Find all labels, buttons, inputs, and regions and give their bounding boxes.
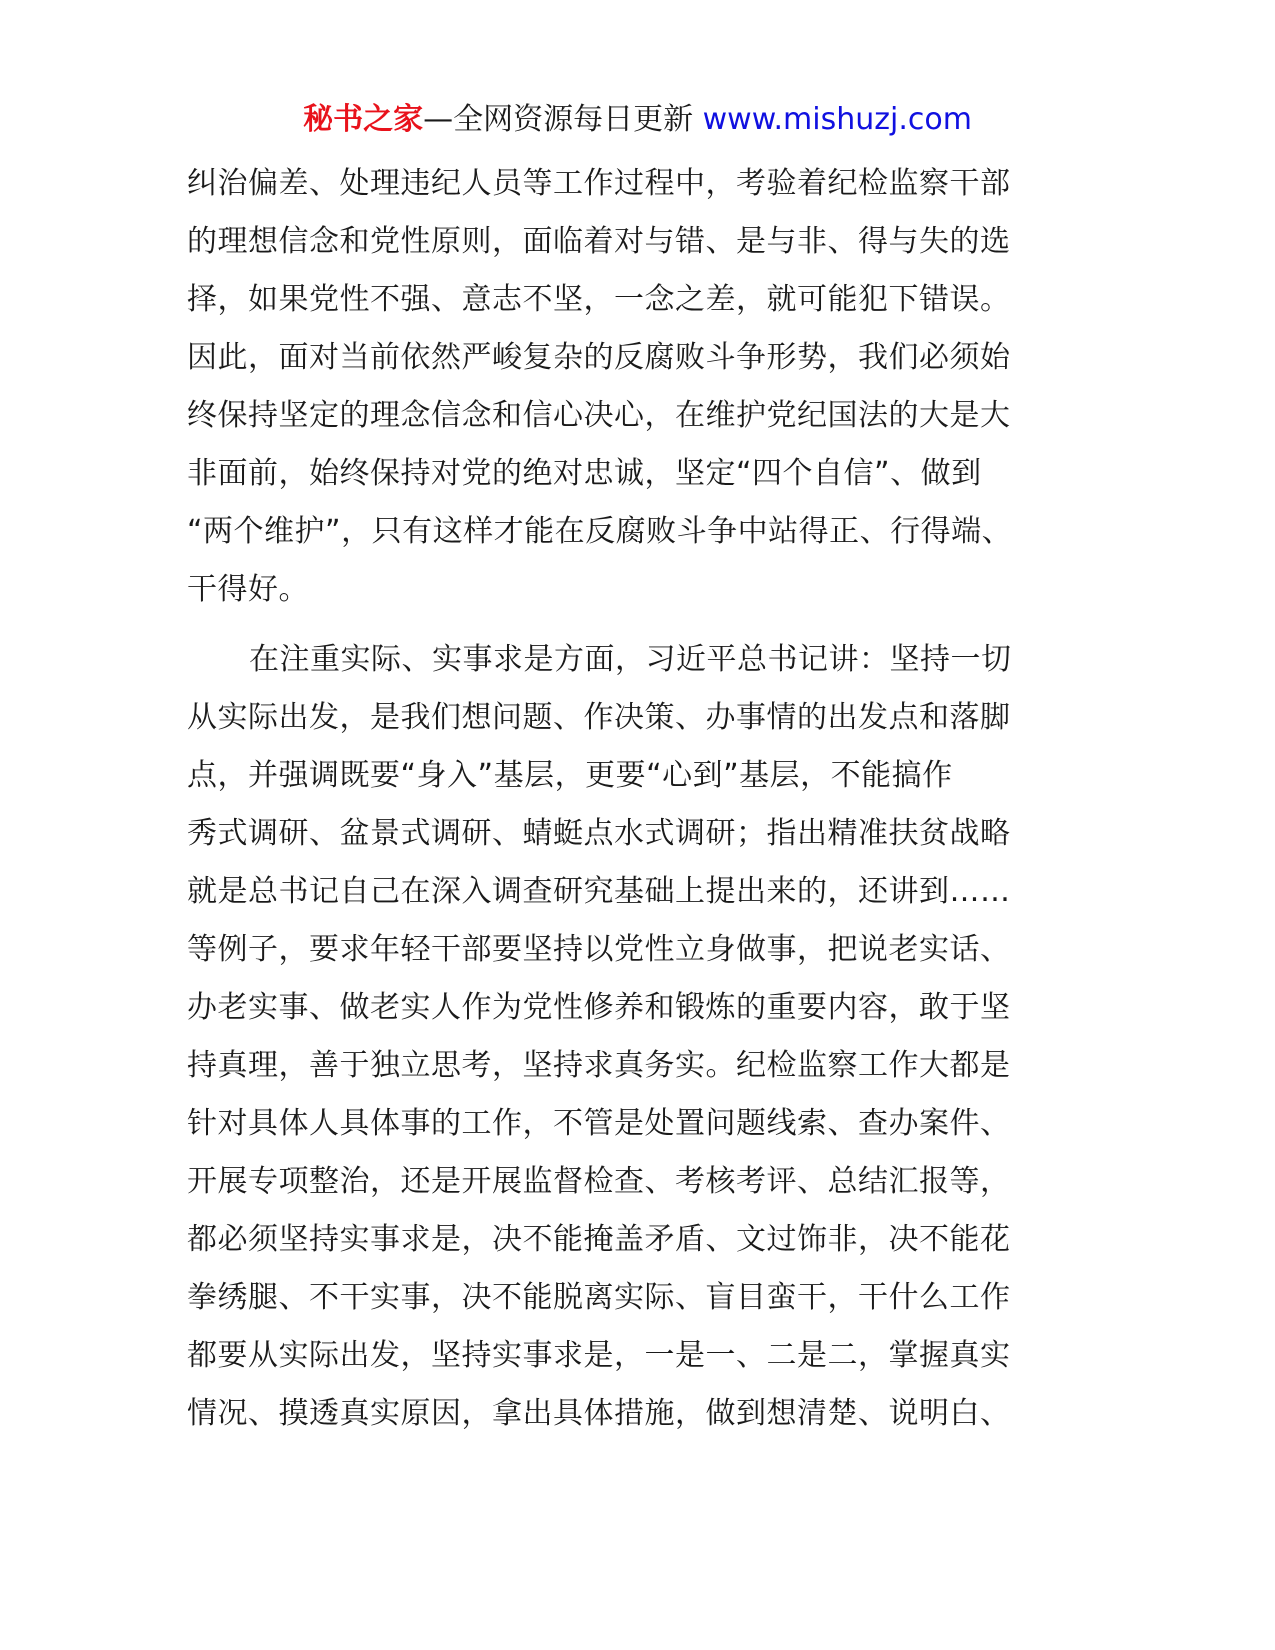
text-line: 拳绣腿、不干实事，决不能脱离实际、盲目蛮干，干什么工作 <box>187 1280 1011 1315</box>
text-line: 针对具体人具体事的工作，不管是处置问题线索、查办案件、 <box>187 1106 1011 1141</box>
text-line: 都要从实际出发，坚持实事求是，一是一、二是二，掌握真实 <box>187 1338 1011 1373</box>
text-line: “两个维护”，只有这样才能在反腐败斗争中站得正、行得端、 <box>187 514 1013 549</box>
text-line: 情况、摸透真实原因，拿出具体措施，做到想清楚、说明白、 <box>187 1396 1011 1431</box>
text-line: 从实际出发，是我们想问题、作决策、办事情的出发点和落脚 <box>187 700 1011 735</box>
text-line: 非面前，始终保持对党的绝对忠诚，坚定“四个自信”、做到 <box>187 456 982 491</box>
text-line: 终保持坚定的理念信念和信心决心，在维护党纪国法的大是大 <box>187 398 1011 433</box>
text-line: 都必须坚持实事求是，决不能掩盖矛盾、文过饰非，决不能花 <box>187 1222 1011 1257</box>
document-body <box>187 155 1097 1443</box>
text-line: 秀式调研、盆景式调研、蜻蜓点水式调研；指出精准扶贫战略 <box>187 816 1011 851</box>
text-line: 开展专项整治，还是开展监督检查、考核考评、总结汇报等， <box>187 1164 1011 1199</box>
paragraph-spacer <box>187 619 1097 631</box>
text-line: 干得好。 <box>187 572 309 607</box>
header-tagline: —全网资源每日更新 <box>423 102 694 137</box>
paragraph-2 <box>187 631 1097 1443</box>
text-line: 办老实事、做老实人作为党性修养和锻炼的重要内容，敢于坚 <box>187 990 1011 1025</box>
text-line: 点，并强调既要“身入”基层，更要“心到”基层，不能搞作 <box>187 758 953 793</box>
text-line: 因此，面对当前依然严峻复杂的反腐败斗争形势，我们必须始 <box>187 340 1011 375</box>
text-line: 在注重实际、实事求是方面，习近平总书记讲：坚持一切 <box>249 642 1012 677</box>
text-line: 持真理，善于独立思考，坚持求真务实。纪检监察工作大都是 <box>187 1048 1011 1083</box>
text-line: 等例子，要求年轻干部要坚持以党性立身做事，把说老实话、 <box>187 932 1011 967</box>
text-line: 的理想信念和党性原则，面临着对与错、是与非、得与失的选 <box>187 224 1011 259</box>
brand-name: 秘书之家 <box>303 102 424 137</box>
text-line: 纠治偏差、处理违纪人员等工作过程中，考验着纪检监察干部 <box>187 166 1011 201</box>
paragraph-1 <box>187 155 1097 619</box>
text-line: 择，如果党性不强、意志不坚，一念之差，就可能犯下错误。 <box>187 282 1011 317</box>
page-header <box>0 98 1275 142</box>
site-url-link[interactable]: www.mishuzj.com <box>702 102 972 137</box>
text-line: 就是总书记自己在深入调查研究基础上提出来的，还讲到…… <box>187 874 1011 909</box>
